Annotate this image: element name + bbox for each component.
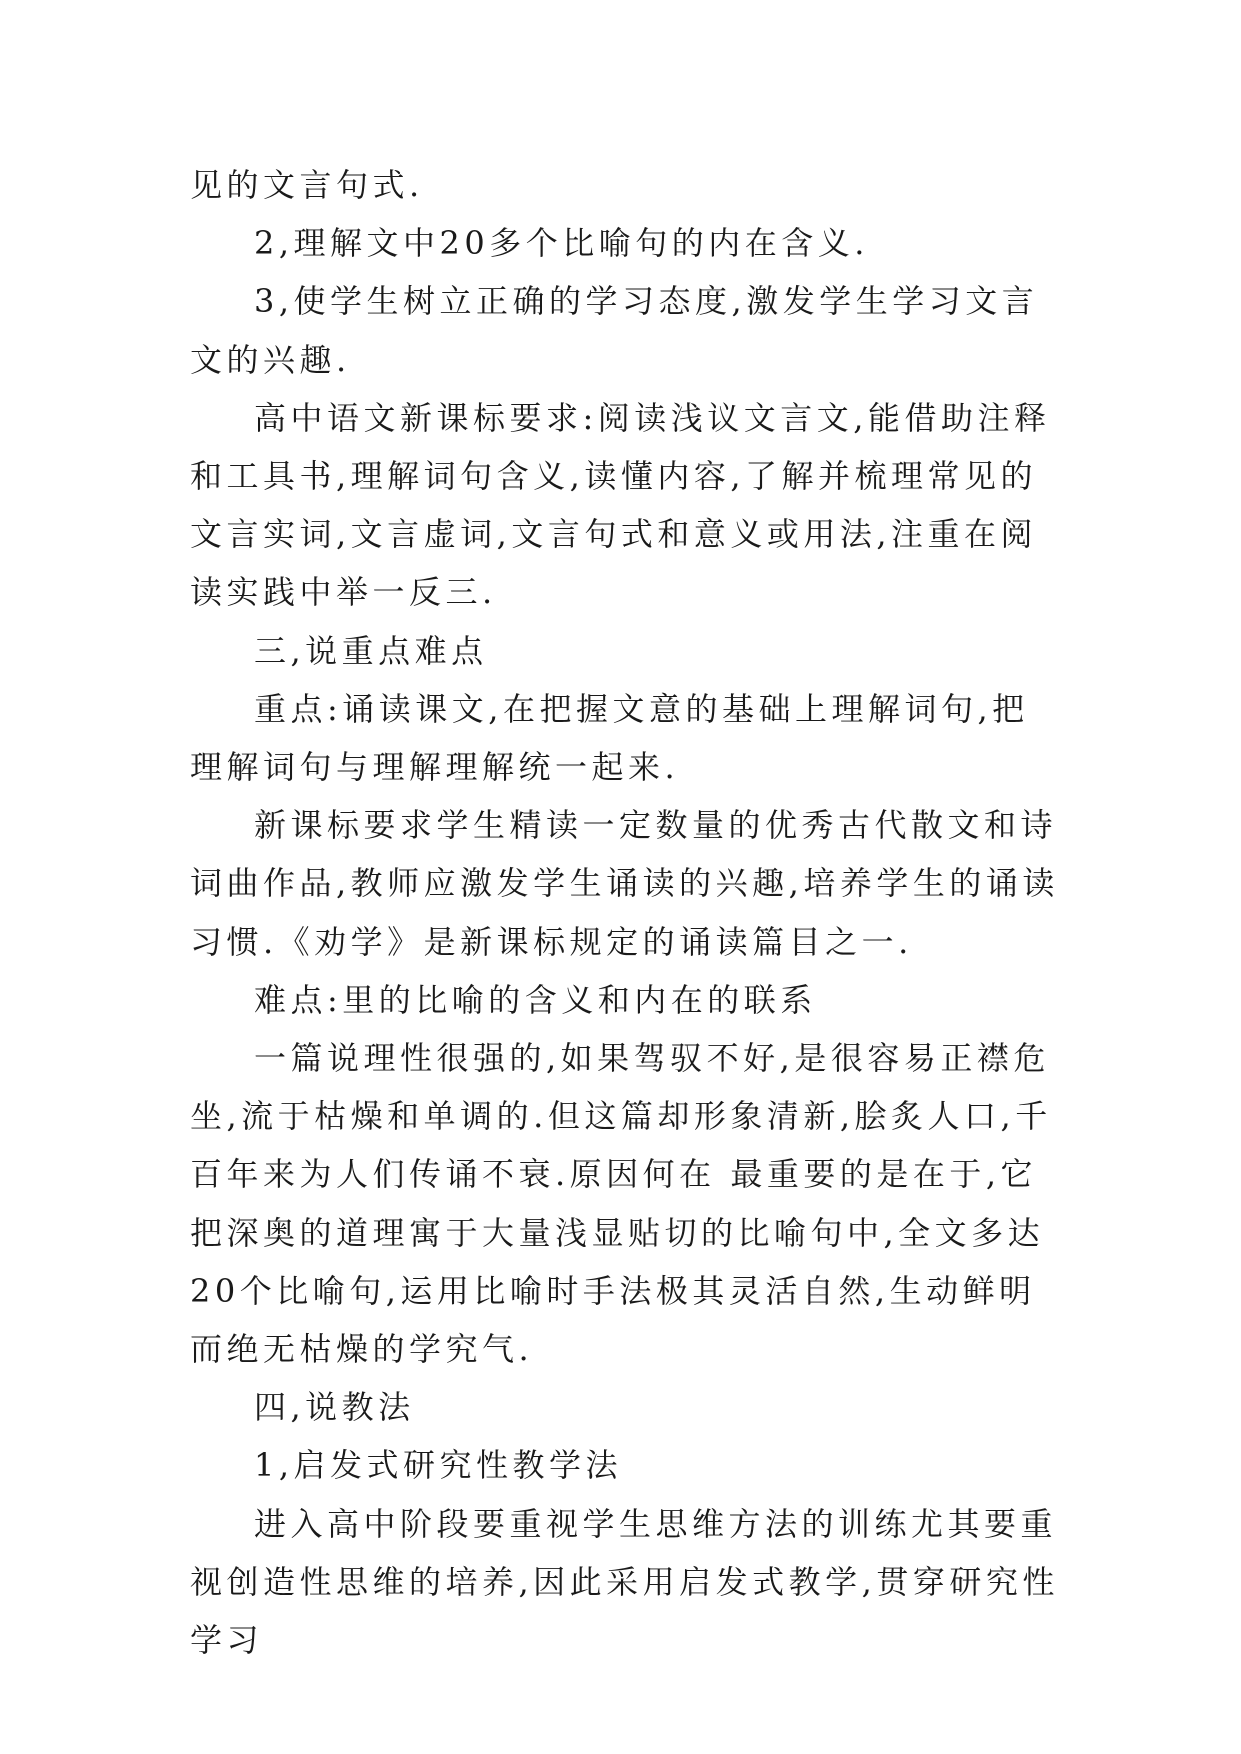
- paragraph-1: 见的文言句式.: [190, 166, 424, 204]
- paragraph-6: 重点:诵读课文,在把握文意的基础上理解词句,把理解词句与理解理解统一起来.: [190, 689, 1029, 787]
- paragraph-9: 一篇说理性很强的,如果驾驭不好,是很容易正襟危坐,流于枯燥和单调的.但这篇却形象清新,脍炙人口,千百年来为人们传诵不衰.原因何在 最重要的是在于,它把深奥的道理寓于大量浅显贴切的比喻句中,全文多达20个比喻句,运用比喻时手法极其灵活自然,生动鲜明而绝无枯燥的学究气.: [190, 1039, 1052, 1369]
- paragraph-4: 高中语文新课标要求:阅读浅议文言文,能借助注释和工具书,理解词句含义,读懂内容,了解并梳理常见的文言实词,文言虚词,文言句式和意义或用法,注重在阅读实践中举一反三.: [190, 398, 1051, 612]
- paragraph-3: 3,使学生树立正确的学习态度,激发学生学习文言文的兴趣.: [190, 282, 1039, 379]
- subheading-1: 1,启发式研究性教学法: [254, 1446, 623, 1485]
- paragraph-12: 进入高中阶段要重视学生思维方法的训练尤其要重视创造性思维的培养,因此采用启发式教学,贯穿研究性学习: [190, 1504, 1059, 1660]
- section-heading-4: 四,说教法: [254, 1388, 415, 1427]
- document-body: [190, 156, 1060, 1669]
- section-heading-3: 三,说重点难点: [254, 631, 488, 670]
- paragraph-2: 2,理解文中20多个比喻句的内在含义.: [254, 224, 869, 263]
- paragraph-8: 难点:里的比喻的含义和内在的联系: [254, 980, 817, 1019]
- paragraph-7: 新课标要求学生精读一定数量的优秀古代散文和诗词曲作品,教师应激发学生诵读的兴趣,培养学生的诵读习惯.《劝学》是新课标规定的诵读篇目之一.: [190, 806, 1059, 961]
